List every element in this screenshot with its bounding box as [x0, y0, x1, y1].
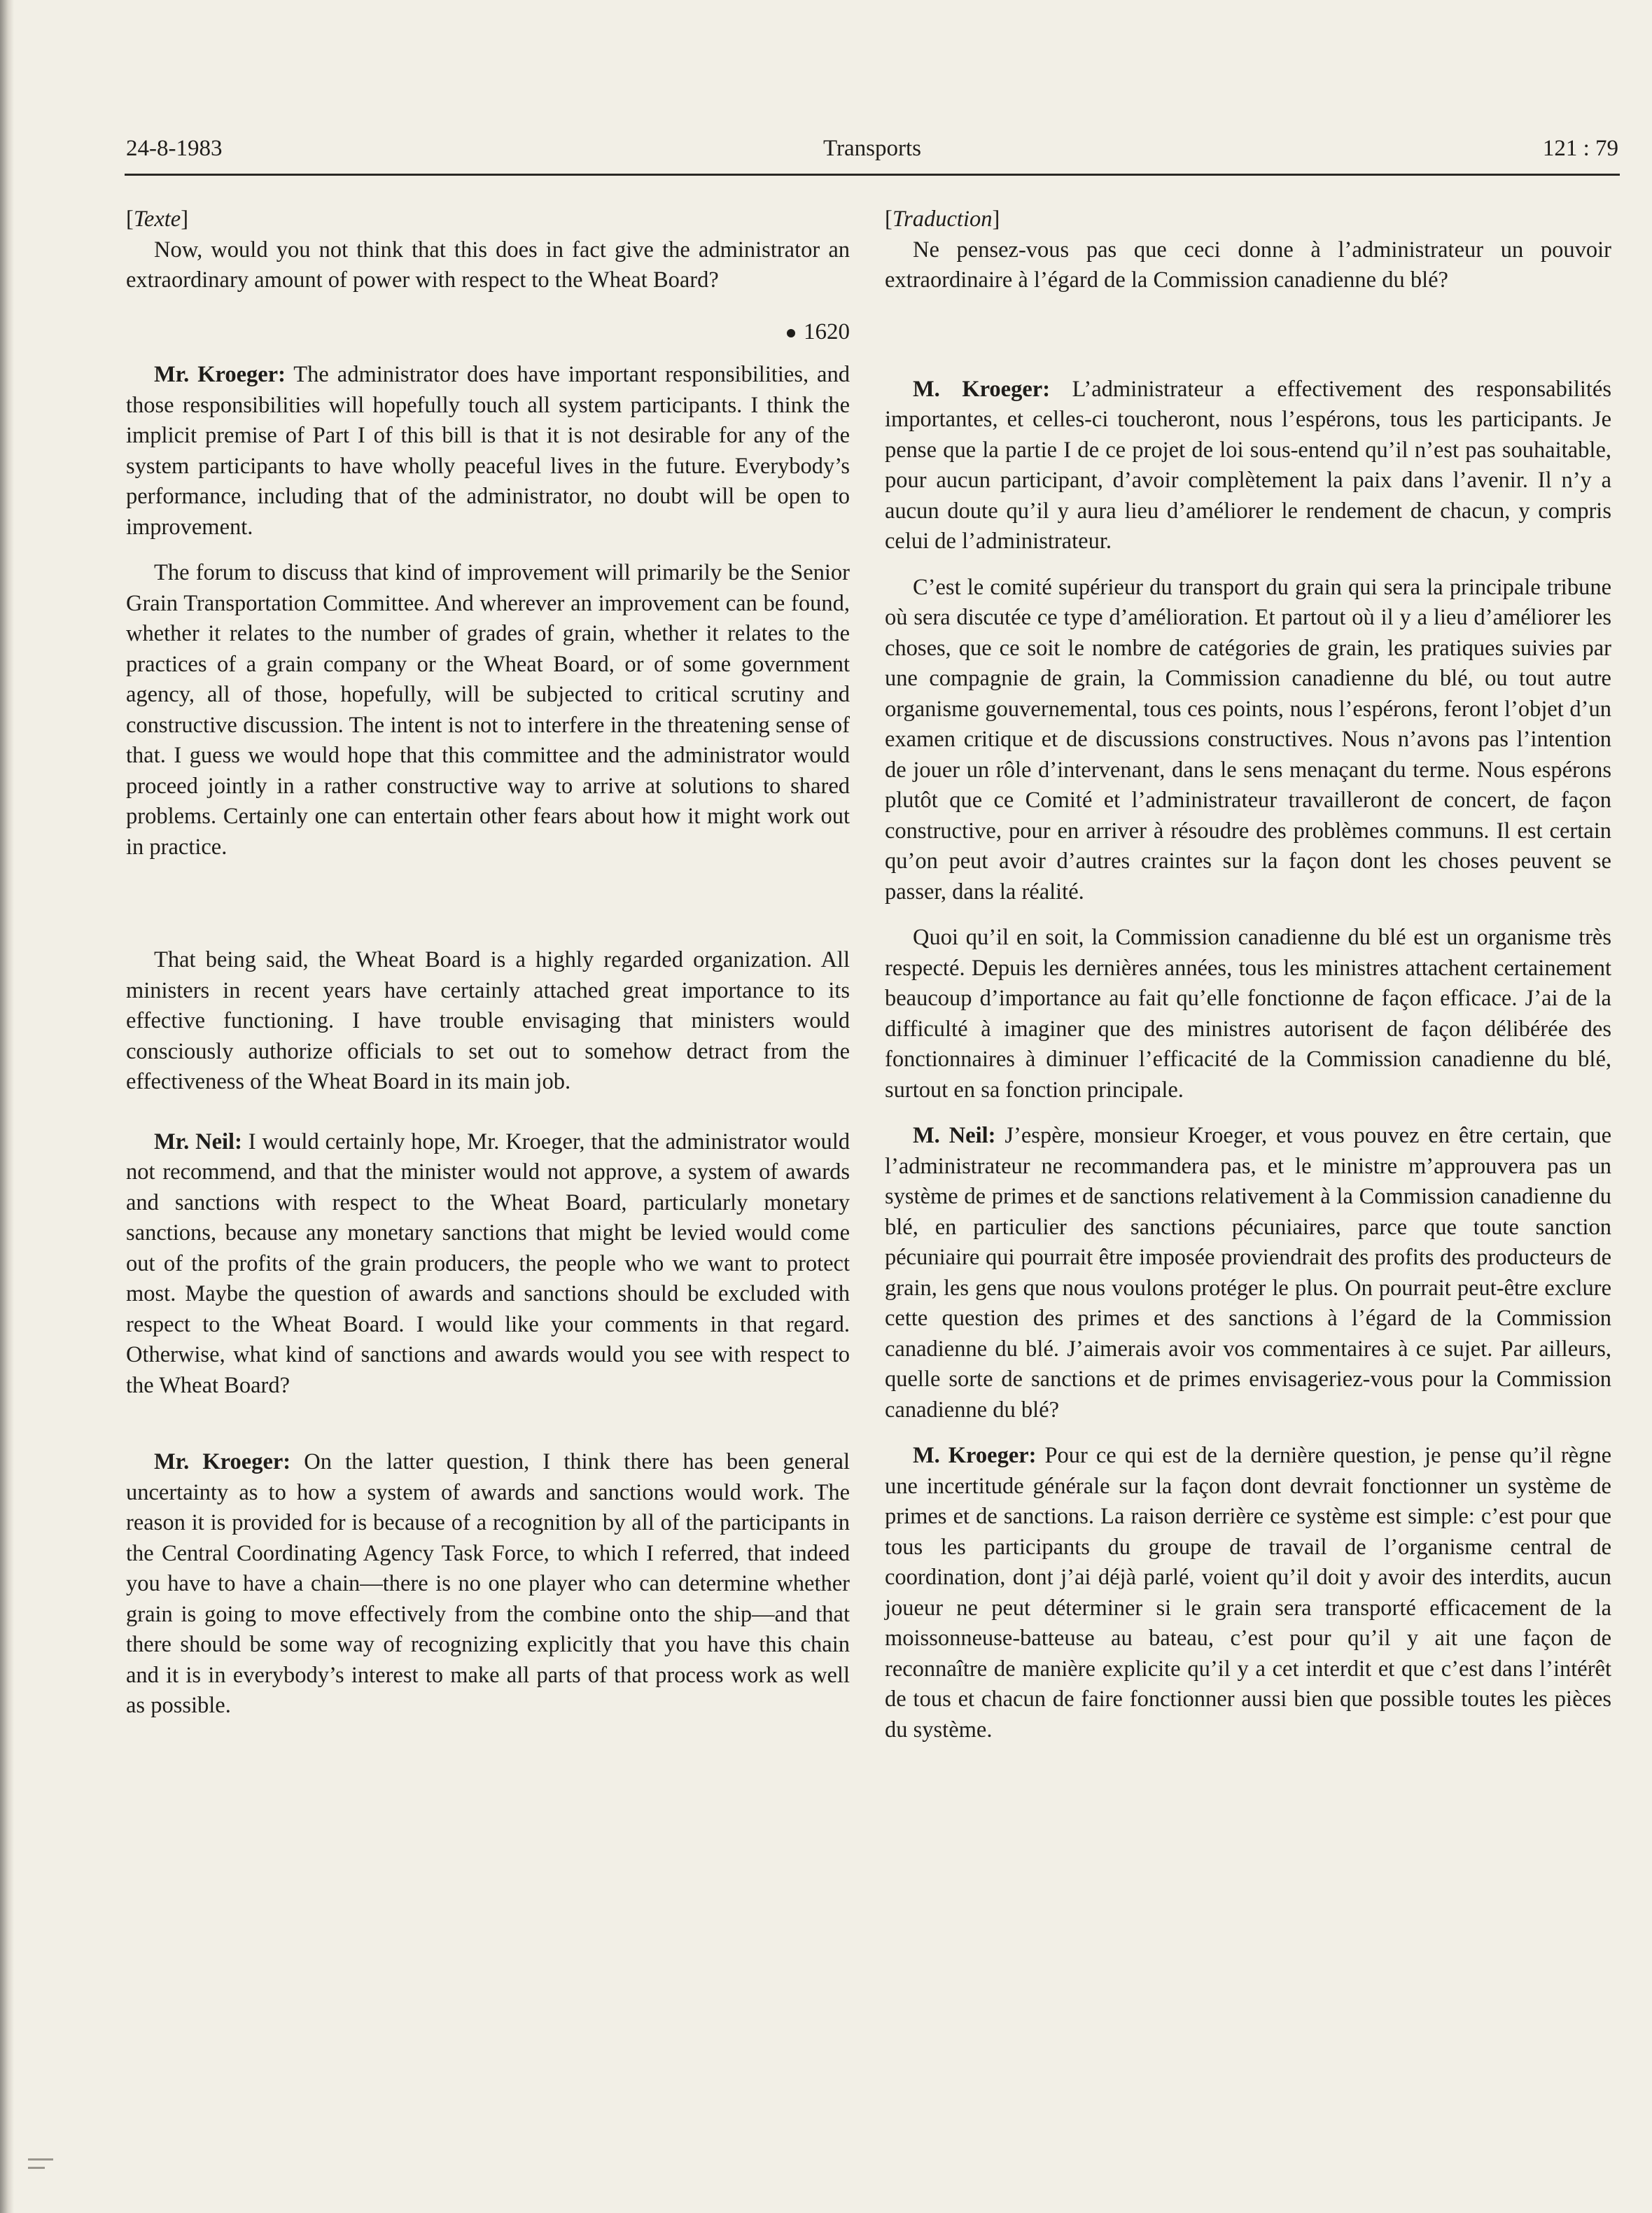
speaker-name: M. Kroeger:: [913, 1443, 1037, 1468]
header-date: 24-8-1983: [126, 136, 223, 161]
paragraph: The forum to discuss that kind of improvement will primarily be the Senior Grain Transportation Committee. And wherever an improvement can be found, whether it relates to the number of grades of grain, whether it relates to the practices of a grain company or the Wheat Board, or of some government agency, all of those, hopefully, will be subjected to critical scrutiny and constructive discussion. The intent is not to interfere in the threatening sense of that. I guess we would hope that this committee and the administrator would proceed jointly in a rather constructive way to arrive at solutions to shared problems. Certainly one can entertain other fears about how it might work out in practice.: [126, 560, 850, 860]
binding-mark: [28, 2167, 45, 2169]
speaker-name: Mr. Neil:: [154, 1129, 242, 1154]
paragraph-text: J’espère, monsieur Kroeger, et vous pouvez en être certain, que l’administrateur ne recommandera pas, et le ministre m’approuvera pas un système de primes et de sanctions relativement à la Commission canadienne du blé, en particulier des sanctions pécuniaires, parce que toute sanction pécuniaire qui pourrait être imposée proviendrait des profits des producteurs de grain, les gens que nous voulons protéger le plus. On pourrait peut-être exclure cette question des primes et des sanctions à l’égard de la Commission canadienne du blé. J’aimerais avoir vos commentaires à ce sujet. Par ailleurs, quelle sorte de sanctions et de primes envisageriez-vous pour la Commission canadienne du blé?: [885, 1123, 1612, 1423]
speaker-name: M. Neil:: [913, 1123, 996, 1148]
paragraph: [126, 360, 850, 543]
paragraph: [126, 1127, 850, 1402]
paragraph-text: Pour ce qui est de la dernière question, je pense qu’il règne une incertitude générale sur la façon dont devrait fonctionner un système de primes et de sanctions. La raison derrière ce système est simple: c’est pour que tous les participants du groupe de travail de l’organisme central de coordination, dont j’ai déjà parlé, voient qu’il doit y avoir des interdits, aucun joueur ne peut déterminer si le grain sera transporté efficacement de la moissonneuse-batteuse au bateau, c’est pour qu’il y ait une façon de reconnaître de manière explicite qu’il y a cet interdit et que c’est dans l’intérêt de tous et chacun de faire fonctionner aussi bien que possible toutes les pièces du système.: [885, 1443, 1611, 1743]
section-tag-traduction: [Traduction]: [885, 207, 1000, 232]
time-marker-value: 1620: [804, 319, 850, 344]
paragraph: [885, 375, 1611, 557]
paragraph: C’est le comité supérieur du transport du grain qui sera la principale tribune où sera discutée ce type d’amélioration. Et partout où il y a lieu d’améliorer les choses, que ce soit le nombre de catégories de grain, les pratiques suivies par une compagnie de grain, la Commission canadienne du blé, ou tout autre organisme gouvernemental, tous ces points, nous l’espérons, feront l’objet d’un examen critique et de discussions constructives. Nous n’avons pas l’intention de jouer un rôle d’intervenant, dans le sens menaçant du terme. Nous espérons plutôt que ce Comité et l’administrateur travailleront de concert, de façon constructive, pour en arriver à résoudre des problèmes communs. Il est certain qu’on peut avoir d’autres craintes sur la façon dont les choses peuvent se passer, dans la réalité.: [885, 574, 1611, 905]
paragraph: That being said, the Wheat Board is a highly regarded organization. All ministers in recent years have certainly attached great importance to its effective functioning. I have trouble envisaging that ministers would consciously authorize officials to set out to somehow detract from the effectiveness of the Wheat Board in its main job.: [126, 947, 850, 1094]
paragraph-text: I would certainly hope, Mr. Kroeger, that the administrator would not recommend, and that the minister would not approve, a system of awards and sanctions with respect to the Wheat Board, particularly monetary sanctions, because any monetary sanctions that might be levied would come out of the profits of the grain producers, the people who we want to protect most. Maybe the question of awards and sanctions should be excluded with respect to the Wheat Board. I would like your comments in that regard. Otherwise, what kind of sanctions and awards would you see with respect to the Wheat Board?: [126, 1129, 850, 1398]
paragraph: [126, 1447, 850, 1722]
speaker-name: Mr. Kroeger:: [154, 362, 286, 387]
time-marker: [126, 317, 850, 348]
english-column: [126, 204, 850, 1722]
speaker-name: Mr. Kroeger:: [154, 1449, 291, 1474]
header-page-number: 121 : 79: [1542, 136, 1618, 161]
speaker-name: M. Kroeger:: [913, 376, 1051, 402]
bullet-icon: [787, 329, 795, 337]
binding-mark: [28, 2158, 53, 2160]
section-tag-texte: [Texte]: [126, 207, 189, 232]
section-tag-label: Traduction: [892, 207, 993, 232]
paragraph: Now, would you not think that this does in fact give the administrator an extraordinary amount of power with respect to the Wheat Board?: [126, 237, 850, 293]
paragraph: [885, 1121, 1611, 1425]
paragraph-text: The administrator does have important responsibilities, and those responsibilities will hopefully touch all system participants. I think the implicit premise of Part I of this bill is that it is not desirable for any of the system participants to have wholly peaceful lives in the future. Everybody’s performance, including that of the administrator, no doubt will be open to improvement.: [126, 362, 850, 540]
section-tag-label: Texte: [133, 207, 181, 232]
paragraph: [885, 1441, 1611, 1745]
french-column: [885, 204, 1611, 1745]
header-title: Transports: [823, 136, 921, 161]
paragraph-text: L’administrateur a effectivement des responsabilités importantes, et celles-ci toucheront, nous l’espérons, tous les participants. Je pense que la partie I de ce projet de loi sous-entend qu’il n’est pas souhaitable, pour aucun participant, d’avoir complètement la paix dans l’avenir. Il n’y a aucun doute qu’il y aura lieu d’améliorer le rendement de chacun, y compris celui de l’administrateur.: [885, 376, 1612, 554]
page-edge-shadow: [0, 0, 14, 2213]
running-header: [125, 132, 1620, 176]
paragraph: Ne pensez-vous pas que ceci donne à l’administrateur un pouvoir extraordinaire à l’égard de la Commission canadienne du blé?: [885, 237, 1611, 293]
paragraph-text: On the latter question, I think there has been general uncertainty as to how a system of awards and sanctions would work. The reason it is provided for is because of a recognition by all of the participants in the Central Coordinating Agency Task Force, to which I referred, that indeed you have to have a chain—there is no one player who can determine whether grain is going to move effectively from the combine onto the ship—and that there should be some way of recognizing explicitly that you have this chain and it is in everybody’s interest to make all parts of that process work as well as possible.: [126, 1449, 850, 1718]
paragraph: Quoi qu’il en soit, la Commission canadienne du blé est un organisme très respecté. Depuis les dernières années, tous les ministres attachent certainement beaucoup d’importance au fait qu’elle fonctionne de façon efficace. J’ai de la difficulté à imaginer que des ministres autorisent de façon délibérée des fonctionnaires à diminuer l’efficacité de la Commission canadienne du blé, surtout en sa fonction principale.: [885, 925, 1611, 1103]
